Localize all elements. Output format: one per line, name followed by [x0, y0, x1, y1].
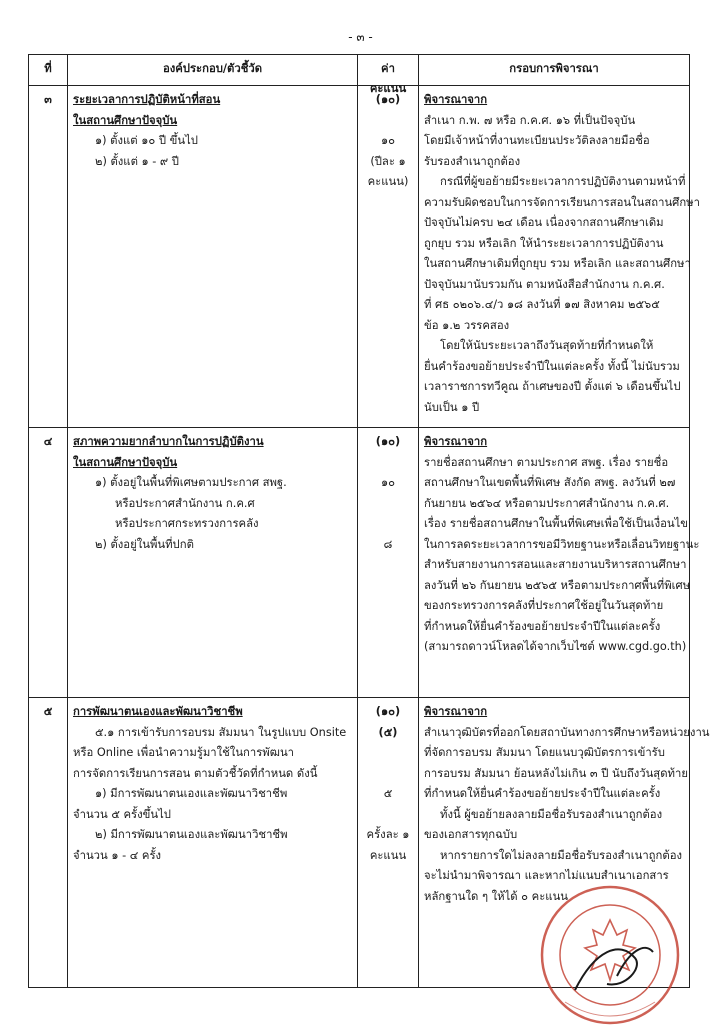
- criteria-line: สำเนา ก.พ. ๗ หรือ ก.ค.ศ. ๑๖ ที่เป็นปัจจุบัน: [424, 113, 636, 127]
- component-title: ในสถานศึกษาปัจจุบัน: [73, 113, 178, 127]
- page-number: - ๓ -: [348, 30, 373, 44]
- table-row: [29, 697, 710, 987]
- criteria-line: กันยายน ๒๕๖๔ หรือตามประกาศสำนักงาน ก.ค.ศ.: [424, 496, 670, 510]
- score-cell: [357, 86, 418, 427]
- score-value: ๑๐: [380, 476, 396, 489]
- criteria-cell: [418, 86, 700, 427]
- criteria-line: นับเป็น ๑ ปี: [424, 400, 480, 414]
- component-item: หรือประกาศกระทรวงการคลัง: [115, 517, 259, 530]
- header-score: ค่าคะแนน: [357, 55, 418, 85]
- criteria-heading: พิจารณาจาก: [424, 435, 488, 448]
- component-cell: [67, 86, 357, 427]
- criteria-line: รายชื่อสถานศึกษา ตามประกาศ สพฐ. เรื่อง รายชื่อ: [424, 455, 669, 469]
- criteria-line: ที่ ศธ ๐๒๐๖.๔/ว ๑๘ ลงวันที่ ๑๗ สิงหาคม ๒๕๖๕: [424, 298, 660, 311]
- criteria-line: รับรองสำเนาถูกต้อง: [424, 154, 521, 168]
- component-title: ระยะเวลาการปฏิบัติหน้าที่สอน: [73, 93, 221, 106]
- criteria-line: ของกระทรวงการคลังที่ประกาศใช้อยู่ในวันสุดท้าย: [424, 599, 664, 612]
- component-item: ๕.๑ การเข้ารับการอบรม สัมมนา ในรูปแบบ Onsite: [95, 725, 347, 739]
- component-item: จำนวน ๑ - ๔ ครั้ง: [73, 848, 162, 862]
- component-item: ๑) ตั้งอยู่ในพื้นที่พิเศษตามประกาศ สพฐ.: [95, 476, 287, 489]
- criteria-line: ยื่นคำร้องขอย้ายประจำปีในแต่ละครั้ง ทั้งนี้ ไม่นับรวม: [424, 359, 680, 373]
- table-row: [29, 85, 700, 427]
- score-value: ๑๐: [380, 134, 396, 147]
- component-cell: [67, 698, 357, 987]
- score-value: (ปีละ ๑: [370, 154, 406, 168]
- score-cell: [357, 428, 418, 697]
- component-title: การพัฒนาตนเองและพัฒนาวิชาชีพ: [73, 705, 243, 718]
- criteria-line: เวลาราชการทวีคูณ ถ้าเศษของปี ตั้งแต่ ๖ เดือนขึ้นไป: [424, 380, 681, 393]
- criteria-line: (สามารถดาวน์โหลดได้จากเว็บไซต์ www.cgd.go.th): [424, 640, 687, 653]
- component-item: ๒) ตั้งอยู่ในพื้นที่ปกติ: [95, 537, 194, 551]
- criteria-cell: [418, 428, 700, 697]
- criteria-line: ในสถานศึกษาเดิมที่ถูกยุบ รวม หรือเลิก และสถานศึกษา: [424, 257, 691, 270]
- criteria-line: โดยมีเจ้าหน้าที่งานทะเบียนประวัติลงลายมือชื่อ: [424, 134, 650, 147]
- criteria-line: ทั้งนี้ ผู้ขอย้ายลงลายมือชื่อรับรองสำเนาถูกต้อง: [440, 807, 663, 821]
- header-component: องค์ประกอบ/ตัวชี้วัด: [67, 55, 357, 85]
- criteria-line: ที่จัดการอบรม สัมมนา โดยแนบวุฒิบัตรการเข้ารับ: [424, 746, 665, 759]
- criteria-line: ความรับผิดชอบในการจัดการเรียนการสอนในสถานศึกษา: [424, 195, 700, 209]
- criteria-table: [28, 54, 710, 988]
- criteria-line: สำเนาวุฒิบัตรที่ออกโดยสถาบันทางการศึกษาหรือหน่วยงาน: [424, 725, 710, 739]
- score-value: คะแนน): [367, 175, 409, 188]
- criteria-line: ข้อ ๑.๒ วรรคสอง: [424, 318, 510, 332]
- criteria-line: หลักฐานใด ๆ ให้ได้ ๐ คะแนน: [424, 889, 569, 903]
- component-item: ๑) มีการพัฒนาตนเองและพัฒนาวิชาชีพ: [95, 787, 288, 800]
- row-number: ๔: [43, 435, 53, 448]
- row-number: ๕: [43, 705, 53, 718]
- score-sub-total: (๕): [378, 725, 398, 739]
- component-item: ๒) มีการพัฒนาตนเองและพัฒนาวิชาชีพ: [95, 828, 288, 841]
- component-item: ๒) ตั้งแต่ ๑ - ๙ ปี: [95, 154, 179, 168]
- criteria-line: สถานศึกษาในเขตพื้นที่พิเศษ สังกัด สพฐ. ลงวันที่ ๒๗: [424, 476, 676, 489]
- criteria-line: ที่กำหนดให้ยื่นคำร้องขอย้ายประจำปีในแต่ละครั้ง: [424, 619, 661, 633]
- score-cell: [357, 698, 418, 987]
- score-total: (๑๐): [375, 435, 401, 448]
- score-total: (๑๐): [375, 705, 401, 718]
- criteria-line: กรณีที่ผู้ขอย้ายมีระยะเวลาการปฏิบัติงานตามหน้าที่: [440, 175, 686, 188]
- header-no: ที่: [44, 62, 52, 75]
- score-value: ๕: [383, 787, 393, 800]
- criteria-line: ที่กำหนดให้ยื่นคำร้องขอย้ายประจำปีในแต่ละครั้ง: [424, 787, 661, 800]
- criteria-line: ปัจจุบันไม่ครบ ๒๔ เดือน เนื่องจากสถานศึกษาเดิม: [424, 216, 664, 229]
- component-item: หรือ Online เพื่อนำความรู้มาใช้ในการพัฒนา: [73, 746, 295, 759]
- criteria-heading: พิจารณาจาก: [424, 93, 488, 106]
- criteria-line: หากรายการใดไม่ลงลายมือชื่อรับรองสำเนาถูกต้อง: [440, 848, 682, 862]
- criteria-line: ปัจจุบันมานับรวมกัน ตามหนังสือสำนักงาน ก.ค.ศ.: [424, 277, 665, 291]
- component-cell: [67, 428, 357, 697]
- component-item: หรือประกาศสำนักงาน ก.ค.ศ: [115, 496, 255, 510]
- criteria-line: ในการลดระยะเวลาการขอมีวิทยฐานะหรือเลื่อนวิทยฐานะ: [424, 537, 700, 551]
- header-criteria: กรอบการพิจารณา: [418, 55, 689, 85]
- score-total: (๑๐): [375, 93, 401, 106]
- criteria-cell: [418, 698, 710, 987]
- component-title: สภาพความยากลำบากในการปฏิบัติงาน: [73, 435, 264, 448]
- criteria-line: ลงวันที่ ๒๖ กันยายน ๒๕๖๕ หรือตามประกาศพื้นที่พิเศษ: [424, 578, 691, 592]
- row-number: ๓: [44, 93, 52, 106]
- component-item: การจัดการเรียนการสอน ตามตัวชี้วัดที่กำหนด ดังนี้: [73, 766, 318, 780]
- criteria-line: เรื่อง รายชื่อสถานศึกษาในพื้นที่พิเศษเพื่อใช้เป็นเงื่อนไข: [424, 517, 689, 530]
- criteria-line: การอบรม สัมมนา ย้อนหลังไม่เกิน ๓ ปี นับถึงวันสุดท้าย: [424, 766, 688, 780]
- criteria-line: ถูกยุบ รวม หรือเลิก ให้นำระยะเวลาการปฏิบัติงาน: [424, 236, 664, 250]
- component-title: ในสถานศึกษาปัจจุบัน: [73, 455, 178, 469]
- component-item: จำนวน ๕ ครั้งขึ้นไป: [73, 807, 171, 821]
- criteria-line: สำหรับสายงานการสอนและสายงานบริหารสถานศึกษา: [424, 558, 687, 571]
- table-row: [29, 427, 700, 697]
- score-value: ๘: [383, 537, 393, 551]
- score-value: คะแนน: [369, 848, 407, 862]
- score-value: ครั้งละ ๑: [366, 828, 410, 841]
- criteria-heading: พิจารณาจาก: [424, 705, 488, 718]
- criteria-line: จะไม่นำมาพิจารณา และหากไม่แนบสำเนาเอกสาร: [424, 869, 669, 882]
- table-header: [29, 55, 689, 95]
- component-item: ๑) ตั้งแต่ ๑๐ ปี ขึ้นไป: [95, 134, 198, 147]
- criteria-line: โดยให้นับระยะเวลาถึงวันสุดท้ายที่กำหนดให้: [440, 339, 654, 352]
- criteria-line: ของเอกสารทุกฉบับ: [424, 828, 518, 841]
